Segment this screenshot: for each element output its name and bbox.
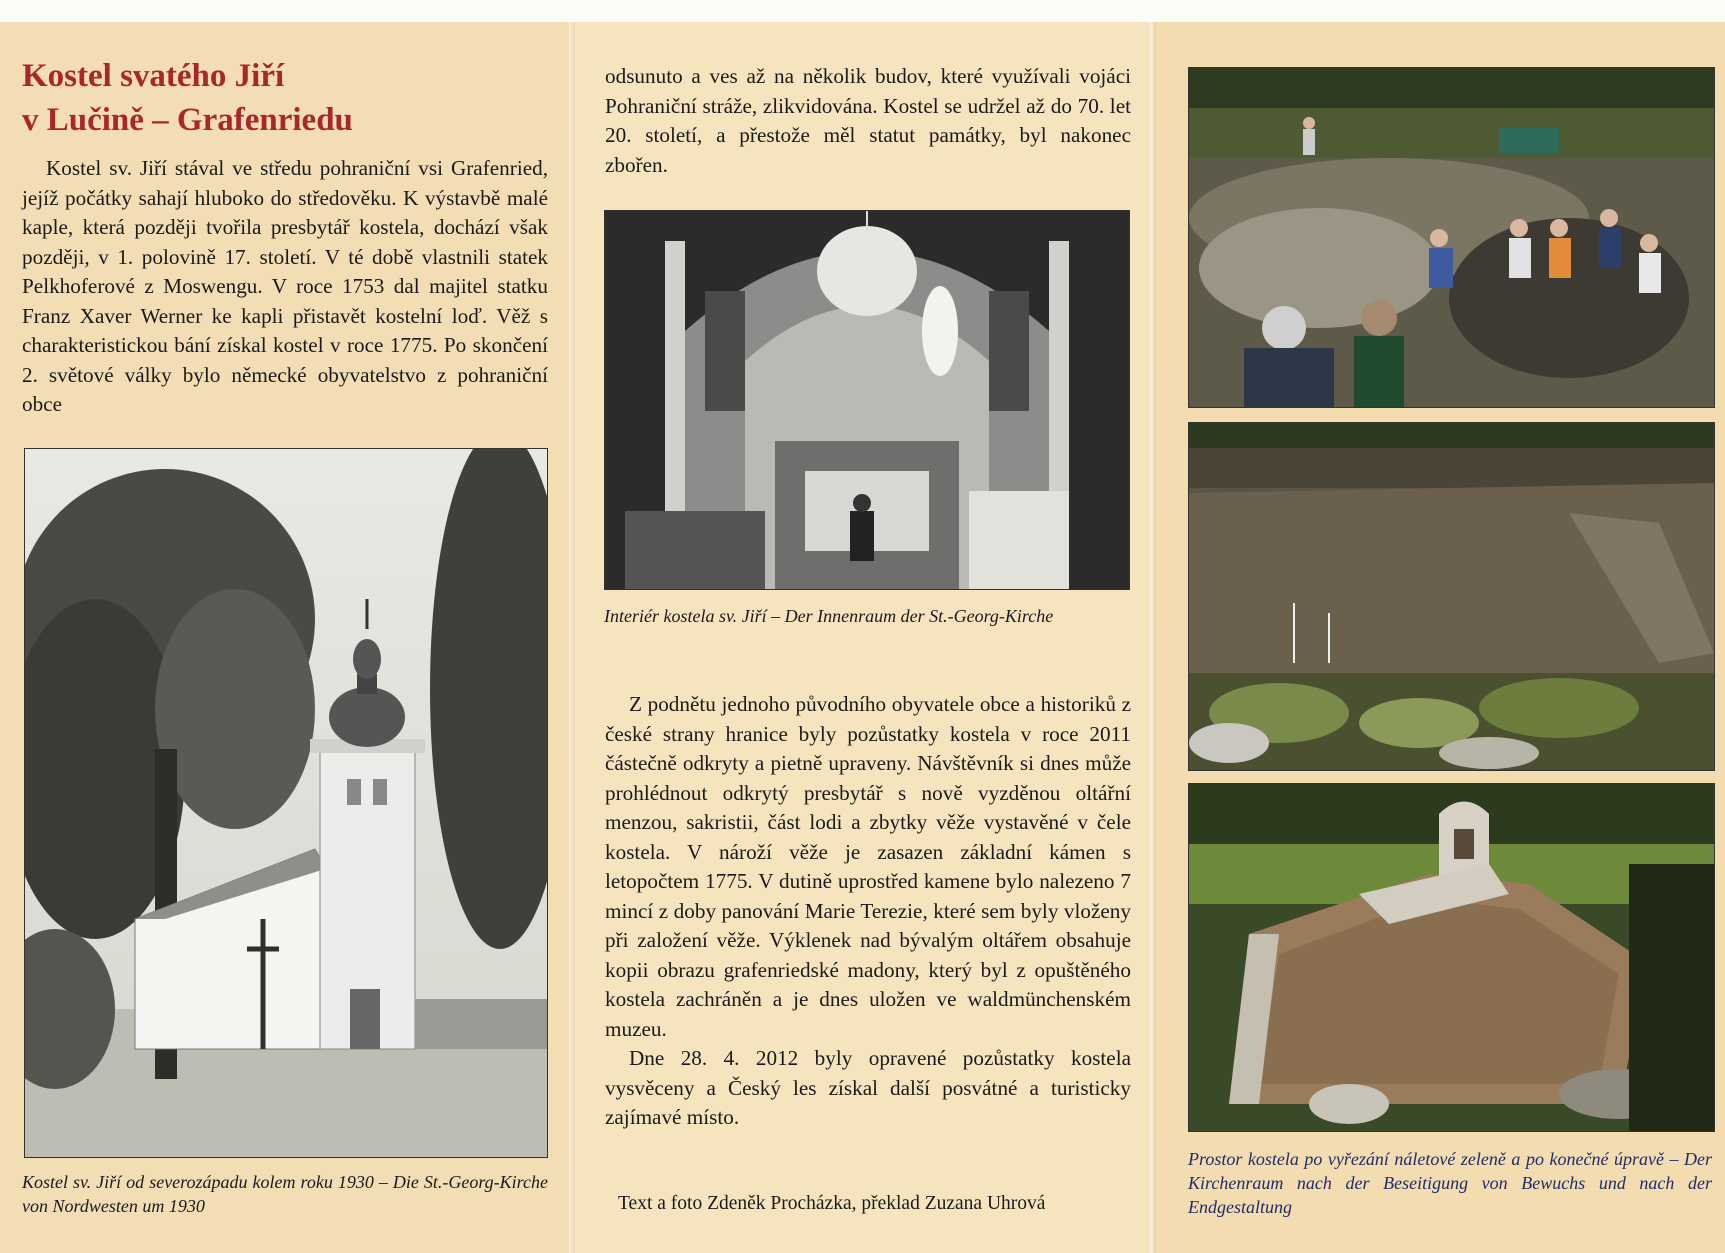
restoration-text	[605, 690, 1131, 1133]
church-exterior-photo	[24, 448, 548, 1158]
church-photo-caption: Kostel sv. Jiří od severozápadu kolem roku 1930 – Die St.-Georg-Kirche von Nordwesten um 1930	[22, 1172, 548, 1216]
fold-line-2	[1150, 22, 1156, 1253]
continued-paragraph-text: odsunuto a ves až na několik budov, které využívali vojáci Pohraniční stráže, zlikvidována. Kostel se udržel až do 70. let 20. století, a přestože měl statut památky, byl nakonec zbořen.	[605, 64, 1131, 177]
intro-paragraph: Kostel sv. Jiří stával ve středu pohraniční vsi Grafenried, jejíž počátky sahají hluboko do středověku. K výstavbě malé kaple, která později tvořila presbytář kostela, dochází však později, v 1. polovině 17. století. V té době vlastnili statek Pelkhoferové z Moswengu. V roce 1753 dal majitel statku Franz Xaver Werner ke kapli přistavět kostelní loď. Věž s charakteristickou bání získal kostel v roce 1775. Po skončení 2. světové války bylo německé obyvatelstvo z pohraniční obce	[22, 156, 548, 416]
continued-paragraph	[605, 62, 1131, 180]
author-credit: Text a foto Zdeněk Procházka, překlad Zuzana Uhrová	[618, 1193, 1046, 1214]
document-title	[22, 54, 353, 142]
title-line-1: Kostel svatého Jiří	[22, 58, 285, 94]
excavation-visitors-photo	[1188, 67, 1715, 408]
ruins-photo-caption: Prostor kostela po vyřezání náletové zeleně a po konečné úpravě – Der Kirchenraum nach der Beseitigung von Bewuchs und nach der Endgestaltung	[1188, 1149, 1712, 1217]
scan-top-margin	[0, 0, 1725, 22]
restoration-paragraph: Z podnětu jednoho původního obyvatele obce a historiků z české strany hranice byly pozůstatky kostela v roce 2011 částečně odkryty a pietně upraveny. Návštěvník si dnes může prohlédnout odkrytý presbytář s nově vyzděnou oltářní menzou, sakristii, část lodi a zbytky věže vystavěné v čele kostela. V nároží věže je zasazen základní kámen s letopočtem 1775. V dutině uprostřed kamene bylo nalezeno 7 mincí z doby panování Marie Terezie, které sem byly vloženy při založení věže. Výklenek nad bývalým oltářem obsahuje kopii obrazu grafenriedské madony, který byl z opuštěného kostela zachráněn a je dnes uložen ve waldmünchenském muzeu.	[605, 692, 1131, 1041]
fold-line-1	[569, 22, 575, 1253]
interior-photo-caption: Interiér kostela sv. Jiří – Der Innenraum der St.-Georg-Kirche	[604, 606, 1054, 626]
church-interior-photo	[604, 210, 1130, 590]
consecration-paragraph: Dne 28. 4. 2012 byly opravené pozůstatky kostela vysvěceny a Český les získal další posvátné a turisticky zajímavé místo.	[605, 1046, 1131, 1129]
cleared-site-photo	[1188, 422, 1715, 771]
restored-ruins-photo	[1188, 783, 1715, 1132]
title-line-2: v Lučině – Grafenriedu	[22, 102, 353, 138]
